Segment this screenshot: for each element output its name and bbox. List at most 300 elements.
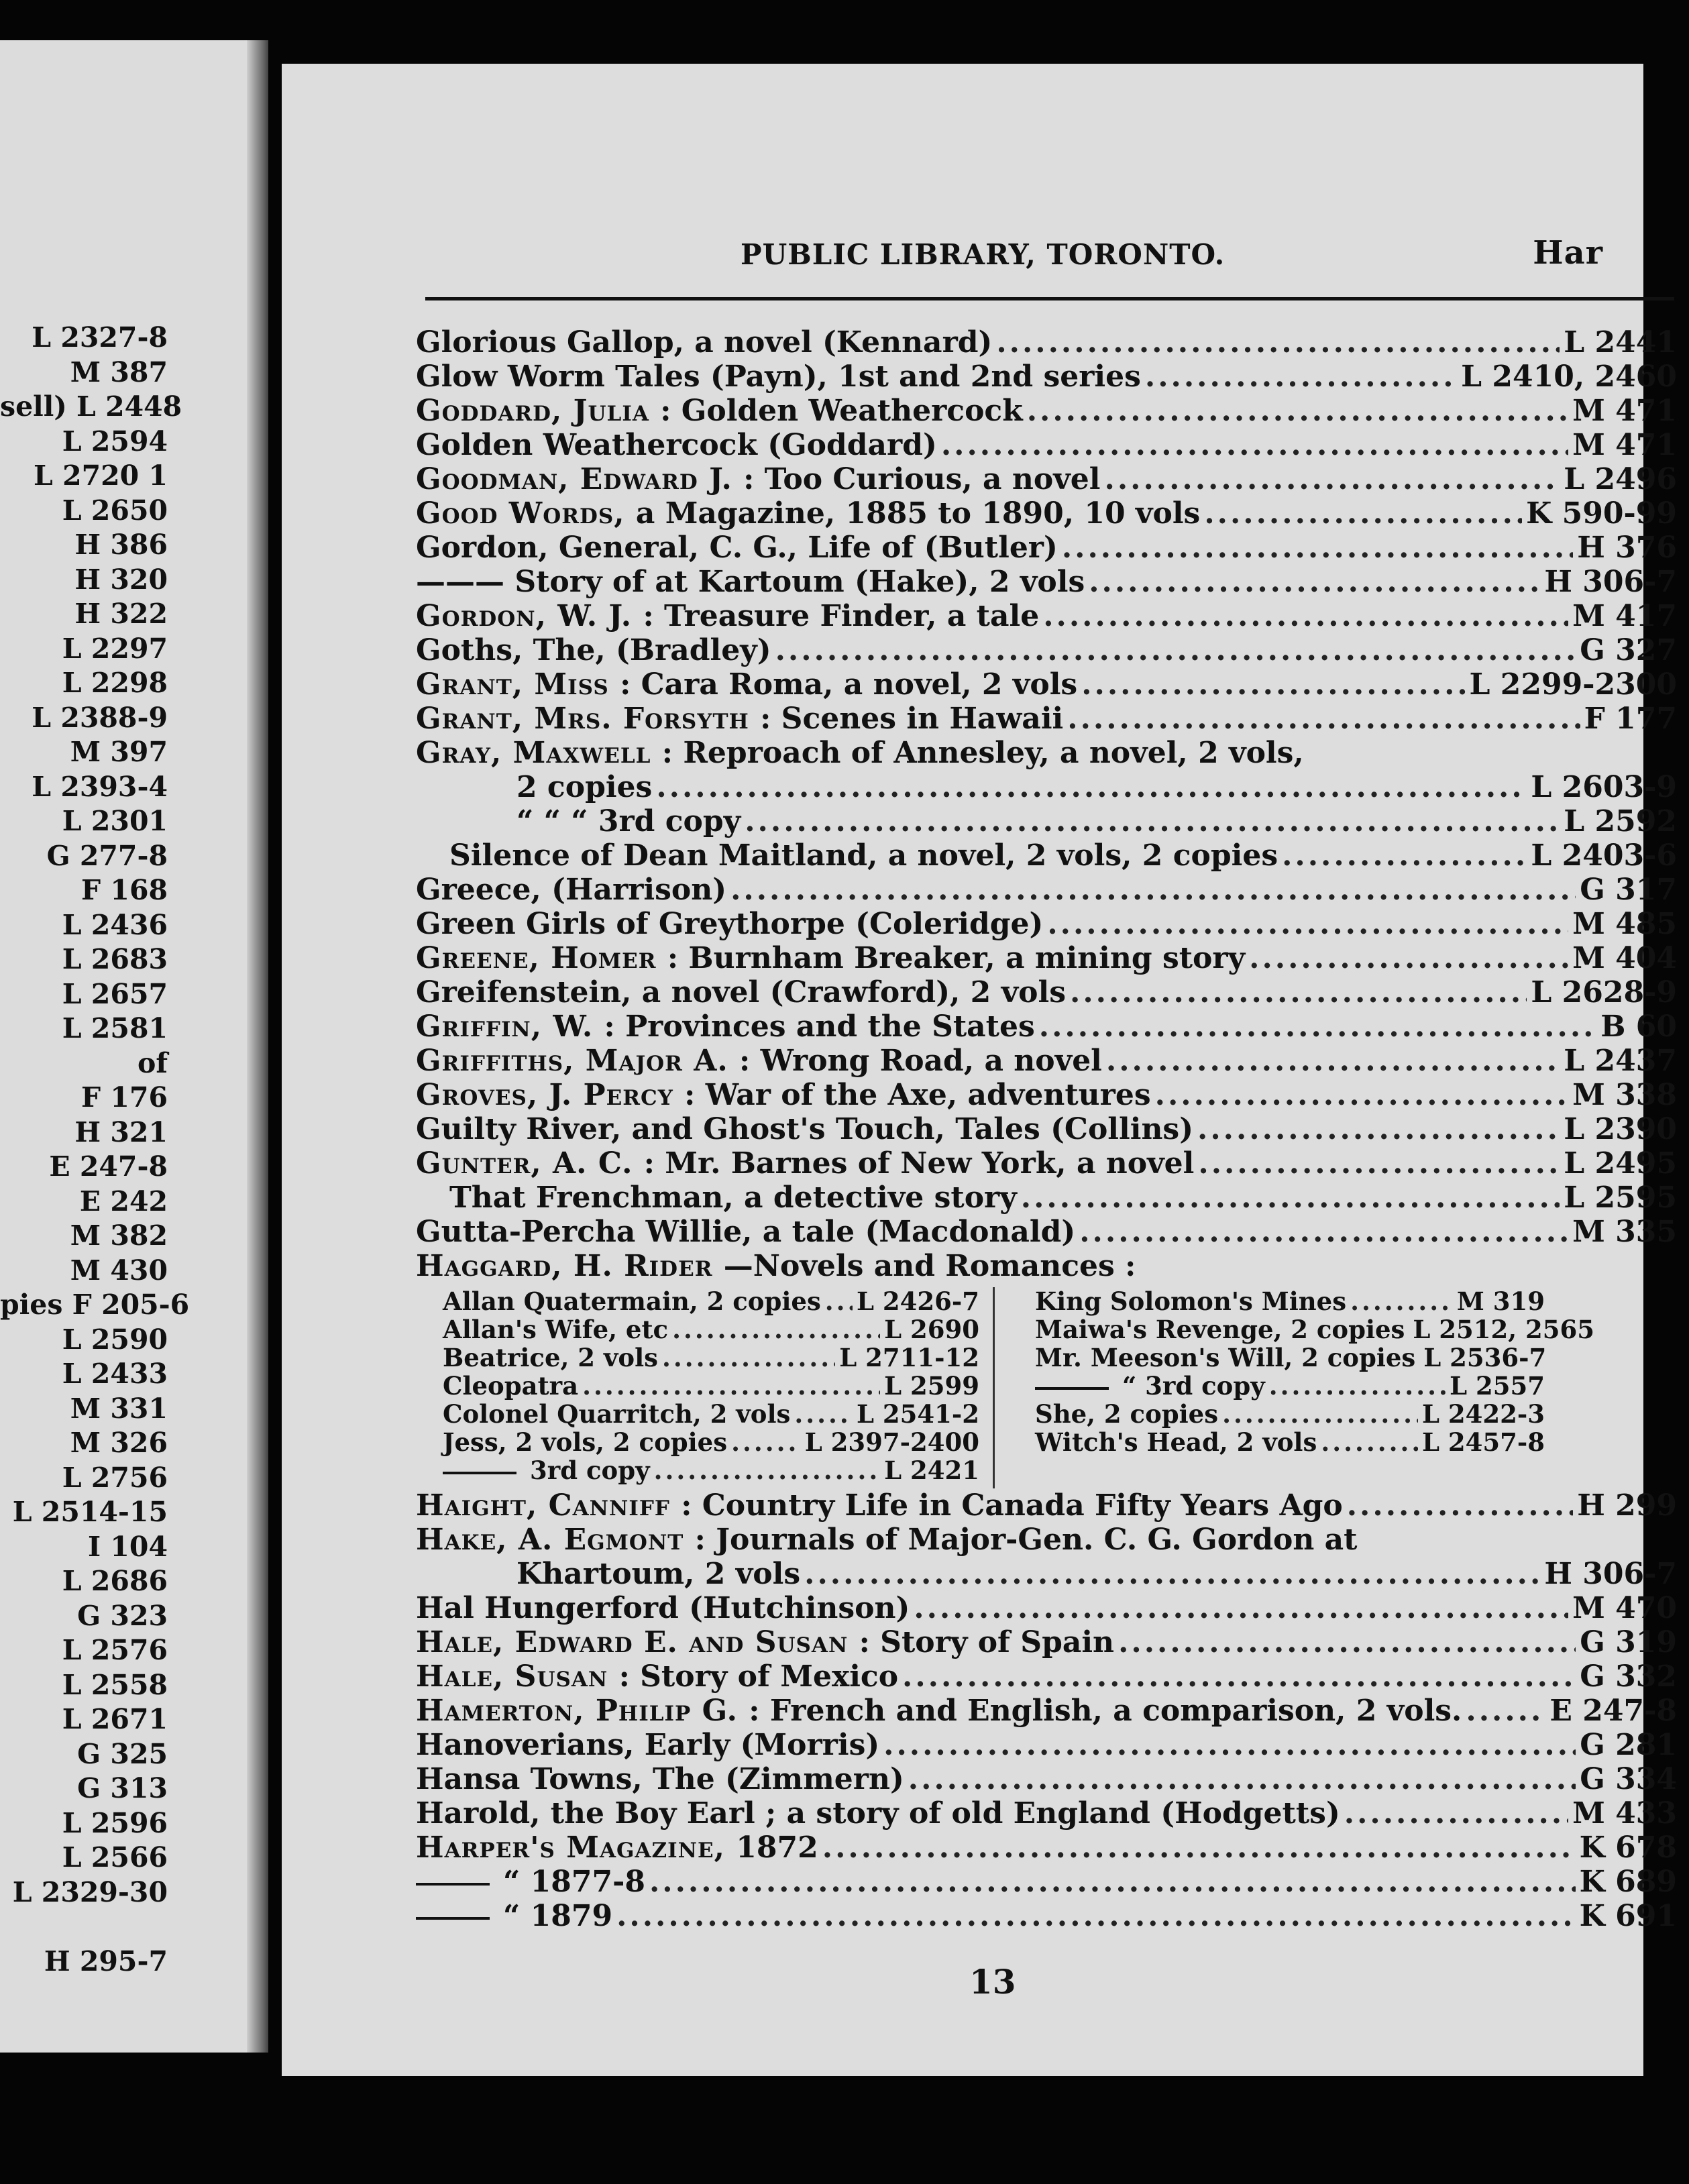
entry-text: : Story of Spain	[859, 1625, 1115, 1659]
catalogue-entry	[416, 394, 1677, 428]
leader-dots	[908, 1762, 1576, 1796]
entry-text: : Scenes in Hawaii	[760, 702, 1064, 736]
entry-text: King Solomon's Mines	[1035, 1287, 1347, 1316]
entry-title	[516, 804, 741, 838]
shelf-reference: L 2426-7	[857, 1287, 979, 1316]
entry-title	[416, 873, 726, 907]
catalogue-entries	[416, 325, 1677, 1933]
shelf-reference: L 2422-3	[1422, 1399, 1545, 1429]
entry-title	[416, 702, 1063, 736]
entry-author: Harper's Magazine,	[416, 1831, 737, 1865]
shelf-reference: L 2628-9	[1531, 975, 1677, 1009]
leader-dots	[883, 1728, 1576, 1762]
shelf-reference: M 335	[1572, 1215, 1677, 1249]
catalogue-entry	[1035, 1344, 1545, 1372]
left-index-entry: L 2576	[62, 1634, 168, 1666]
shelf-reference: L 2437	[1564, 1044, 1677, 1078]
entry-author: Gunter, A. C.	[416, 1146, 644, 1181]
left-index-entry: M 331	[70, 1392, 168, 1425]
shelf-reference: K 678	[1579, 1831, 1677, 1865]
left-index-entry: I 104	[87, 1530, 168, 1563]
catalogue-entry	[416, 1488, 1677, 1523]
left-index-entry: H 322	[74, 598, 168, 630]
left-index-entry: M 397	[70, 736, 168, 768]
shelf-reference: L 2397-2400	[804, 1427, 979, 1457]
entry-text: Gutta-Percha Willie, a tale (Macdonald)	[416, 1215, 1076, 1249]
leader-dots	[1062, 531, 1573, 565]
catalogue-entry	[416, 838, 1677, 873]
entry-title	[443, 1344, 658, 1372]
leader-dots	[1197, 1112, 1560, 1146]
catalogue-entry	[416, 770, 1677, 804]
entry-text: Glorious Gallop, a novel (Kennard)	[416, 325, 993, 360]
entry-text: : War of the Axe, adventures	[684, 1078, 1151, 1112]
entry-title	[416, 1009, 1035, 1044]
entry-text: Greifenstein, a novel (Crawford), 2 vols	[416, 975, 1066, 1009]
shelf-reference: M 404	[1572, 941, 1677, 975]
leader-dots	[1249, 941, 1568, 975]
entry-title	[416, 428, 937, 462]
shelf-reference: H 299	[1577, 1488, 1677, 1523]
haggard-right-column	[993, 1287, 1595, 1488]
entry-text: “ “ “ 3rd copy	[516, 804, 741, 838]
entry-text: Beatrice, 2 vols	[443, 1343, 658, 1372]
shelf-reference: M 417	[1572, 599, 1677, 633]
leader-dots	[1347, 1488, 1574, 1523]
catalogue-entry	[443, 1344, 979, 1372]
shelf-reference: M 471	[1572, 394, 1677, 428]
entry-title	[416, 1625, 1114, 1659]
shelf-reference: L 2299-2300	[1469, 667, 1677, 702]
entry-text: : French and English, a comparison, 2 vols.	[749, 1694, 1462, 1728]
leader-dots	[1027, 394, 1568, 428]
entry-title	[516, 1557, 800, 1591]
left-index-entry: L 2594	[62, 425, 168, 457]
left-index-entry: L 2650	[62, 494, 168, 527]
entry-author: Gordon, W. J.	[416, 599, 643, 633]
entry-title	[416, 1044, 1102, 1078]
left-index-entry: L 2388-9	[32, 701, 168, 734]
left-index-entry: L 2393-4	[32, 770, 168, 803]
left-index-entry: M 430	[70, 1254, 168, 1287]
shelf-reference: L 2595	[1564, 1181, 1677, 1215]
entry-title	[1035, 1372, 1265, 1400]
entry-author: Grant, Mrs. Forsyth	[416, 702, 761, 736]
shelf-reference: M 470	[1572, 1591, 1677, 1625]
left-index-entry: G 277-8	[46, 839, 168, 872]
left-index-entry: L 2327-8	[32, 321, 168, 353]
entry-text: “ 3rd copy	[1122, 1371, 1265, 1401]
left-index-entry: L 2566	[62, 1841, 168, 1873]
left-index-entry: L 2671	[62, 1703, 168, 1735]
catalogue-entry	[416, 599, 1677, 633]
left-index-column	[0, 321, 190, 1910]
leader-dots	[941, 428, 1568, 462]
catalogue-entry	[416, 462, 1677, 496]
catalogue-entry	[416, 1112, 1677, 1146]
entry-title	[416, 1831, 818, 1865]
entry-text: Mr. Meeson's Will, 2 copies	[1035, 1343, 1416, 1372]
leader-dots	[822, 1831, 1576, 1865]
leader-dots	[996, 325, 1560, 360]
entry-title	[443, 1287, 821, 1315]
entry-author: Hake, A. Egmont	[416, 1523, 695, 1557]
left-index-entry: L 2329-30	[12, 1875, 168, 1908]
entry-text: : Treasure Finder, a tale	[643, 599, 1040, 633]
shelf-reference: H 306-7	[1544, 1557, 1677, 1591]
entry-text: : Reproach of Annesley, a novel, 2 vols,	[661, 736, 1304, 770]
entry-text: 2 copies	[516, 770, 653, 804]
entry-title	[416, 1591, 910, 1625]
catalogue-entry	[416, 1523, 1677, 1557]
leader-dots	[730, 873, 1576, 907]
shelf-reference: F 177	[1584, 702, 1677, 736]
entry-text: ——— Story of at Kartoum (Hake), 2 vols	[416, 565, 1085, 599]
leader-dots	[745, 804, 1560, 838]
left-index-entry: H 320	[74, 563, 168, 596]
entry-title	[443, 1456, 650, 1484]
entry-text: Witch's Head, 2 vols	[1035, 1427, 1317, 1457]
entry-title	[1035, 1400, 1218, 1428]
leader-dots	[672, 1315, 880, 1344]
catalogue-entry	[416, 1728, 1677, 1762]
leader-dots	[649, 1865, 1576, 1899]
leader-dots	[656, 770, 1527, 804]
shelf-reference: L 2441	[1564, 325, 1677, 360]
leader-dots	[1105, 462, 1560, 496]
leader-dots	[1070, 975, 1527, 1009]
left-index-entry: L 2298	[62, 667, 168, 699]
entry-text: Gordon, General, C. G., Life of (Butler)	[416, 531, 1058, 565]
leader-dots	[1466, 1694, 1545, 1728]
entry-text: —Novels and Romances :	[723, 1249, 1136, 1283]
shelf-reference: G 319	[1580, 1625, 1677, 1659]
catalogue-entry	[416, 1762, 1677, 1796]
entry-title	[443, 1400, 790, 1428]
left-index-entry: L 2436	[62, 908, 168, 941]
catalogue-entry	[1035, 1428, 1545, 1456]
left-index-entry: G 313	[77, 1772, 168, 1804]
entry-author: Hale, Susan	[416, 1659, 619, 1694]
entry-text: That Frenchman, a detective story	[449, 1181, 1017, 1215]
leader-dots	[1269, 1372, 1446, 1400]
left-index-entry: of	[138, 1046, 168, 1079]
leader-dots	[902, 1659, 1576, 1694]
shelf-reference: B 60	[1600, 1009, 1677, 1044]
shelf-reference: G 327	[1580, 633, 1677, 667]
leader-dots	[825, 1287, 853, 1315]
entry-title	[416, 1523, 1357, 1557]
haggard-left-column	[416, 1287, 979, 1488]
entry-title	[416, 565, 1085, 599]
shelf-reference: L 2599	[884, 1371, 979, 1401]
entry-title	[416, 1249, 1136, 1283]
shelf-reference: L 2512, 2565	[1413, 1315, 1595, 1344]
entry-author: Goodman, Edward J.	[416, 462, 744, 496]
entry-author: Haggard, H. Rider	[416, 1249, 724, 1283]
catalogue-entry	[416, 941, 1677, 975]
ditto-dash	[416, 1883, 490, 1886]
entry-title	[416, 1762, 904, 1796]
leader-dots	[1047, 907, 1568, 941]
leader-dots	[1222, 1400, 1418, 1428]
leader-dots	[582, 1372, 880, 1400]
entry-text: “ 1877-8	[503, 1865, 645, 1899]
entry-text: a Magazine, 1885 to 1890, 10 vols	[635, 496, 1201, 531]
shelf-reference: L 2557	[1450, 1371, 1545, 1401]
entry-title	[416, 1728, 879, 1762]
catalogue-entry	[416, 873, 1677, 907]
entry-title	[1035, 1344, 1415, 1372]
entry-text: 1872	[736, 1831, 818, 1865]
entry-title	[443, 1428, 727, 1456]
left-index-entry: L 2590	[62, 1323, 168, 1356]
entry-title	[416, 1899, 612, 1933]
entry-title	[416, 462, 1101, 496]
entry-text: : Golden Weathercock	[660, 394, 1023, 428]
entry-text: Goths, The, (Bradley)	[416, 633, 771, 667]
leader-dots	[1106, 1044, 1560, 1078]
leader-dots	[1145, 360, 1457, 394]
leader-dots	[1198, 1146, 1560, 1181]
entry-title	[1035, 1315, 1405, 1344]
left-index-entry: L 2514-15	[12, 1496, 168, 1528]
entry-text: : Story of Mexico	[618, 1659, 899, 1694]
left-bottom-entry: H 295-7	[44, 1945, 168, 1977]
entry-text: : Wrong Road, a novel	[739, 1044, 1102, 1078]
entry-author: Griffiths, Major A.	[416, 1044, 740, 1078]
entry-title	[416, 1078, 1151, 1112]
entry-author: Grant, Miss	[416, 667, 620, 702]
entry-text: Silence of Dean Maitland, a novel, 2 vols, 2 copies	[449, 838, 1278, 873]
catalogue-entry	[416, 325, 1677, 360]
catalogue-entry	[416, 496, 1677, 531]
leader-dots	[1089, 565, 1540, 599]
left-index-entry: G 325	[77, 1737, 168, 1770]
leader-dots	[1067, 702, 1580, 736]
shelf-reference: M 471	[1572, 428, 1677, 462]
entry-text: Maiwa's Revenge, 2 copies	[1035, 1315, 1405, 1344]
entry-text: Hanoverians, Early (Morris)	[416, 1728, 880, 1762]
catalogue-entry	[416, 736, 1677, 770]
shelf-reference: L 2403-6	[1531, 838, 1677, 873]
entry-text: : Cara Roma, a novel, 2 vols	[620, 667, 1078, 702]
shelf-reference: M 433	[1572, 1796, 1677, 1831]
leader-dots	[1155, 1078, 1569, 1112]
left-index-entry: E 247-8	[49, 1150, 168, 1183]
entry-text: : Provinces and the States	[604, 1009, 1035, 1044]
left-index-entry: L 2657	[62, 977, 168, 1010]
leader-dots	[775, 633, 1576, 667]
shelf-reference: M 485	[1572, 907, 1677, 941]
catalogue-entry	[416, 1659, 1677, 1694]
entry-text: Greece, (Harrison)	[416, 873, 727, 907]
left-index-entry: M 382	[70, 1219, 168, 1252]
catalogue-entry	[416, 1557, 1677, 1591]
entry-title	[416, 1659, 898, 1694]
entry-author: Groves, J. Percy	[416, 1078, 685, 1112]
entry-title	[516, 770, 652, 804]
leader-dots	[1039, 1009, 1596, 1044]
catalogue-entry	[416, 1181, 1677, 1215]
entry-text: Jess, 2 vols, 2 copies	[443, 1427, 728, 1457]
left-page	[0, 40, 268, 2053]
entry-text: Cleopatra	[443, 1371, 579, 1401]
entry-author: Griffin, W.	[416, 1009, 604, 1044]
leader-dots	[662, 1344, 835, 1372]
shelf-reference: L 2410, 2460	[1461, 360, 1677, 394]
left-index-entry: M 387	[70, 356, 168, 388]
shelf-reference: M 319	[1456, 1287, 1545, 1316]
leader-dots	[654, 1456, 881, 1484]
shelf-reference: G 334	[1580, 1762, 1677, 1796]
catalogue-entry	[416, 1215, 1677, 1249]
entry-title	[416, 1865, 645, 1899]
left-index-entry: E 242	[79, 1185, 168, 1217]
entry-title	[416, 1488, 1343, 1523]
left-index-entry: G 323	[77, 1599, 168, 1632]
left-index-entry: L 2297	[62, 632, 168, 665]
leader-dots	[804, 1557, 1540, 1591]
entry-title	[449, 1181, 1017, 1215]
left-index-entry: H 386	[74, 529, 168, 561]
header-rule	[425, 297, 1674, 301]
entry-text: : Too Curious, a novel	[743, 462, 1101, 496]
left-index-entry: H 321	[74, 1115, 168, 1148]
catalogue-entry	[416, 1044, 1677, 1078]
left-index-entry: L 2686	[62, 1565, 168, 1597]
entry-title	[416, 599, 1039, 633]
catalogue-entry	[416, 1625, 1677, 1659]
leader-dots	[1118, 1625, 1576, 1659]
entry-title	[416, 941, 1245, 975]
catalogue-entry	[416, 1591, 1677, 1625]
catalogue-entry	[416, 1899, 1677, 1933]
entry-title	[416, 736, 1304, 770]
entry-text: Hal Hungerford (Hutchinson)	[416, 1591, 910, 1625]
entry-title	[416, 975, 1066, 1009]
entry-title	[449, 838, 1278, 873]
leader-dots	[1321, 1428, 1418, 1456]
left-index-entry: L 2433	[62, 1358, 168, 1390]
entry-text: Glow Worm Tales (Payn), 1st and 2nd series	[416, 360, 1141, 394]
leader-dots	[1350, 1287, 1453, 1315]
leader-dots	[1204, 496, 1522, 531]
leader-dots	[1043, 599, 1568, 633]
catalogue-entry	[416, 1865, 1677, 1899]
entry-text: Guilty River, and Ghost's Touch, Tales (Collins)	[416, 1112, 1194, 1146]
leader-dots	[914, 1591, 1568, 1625]
catalogue-entry	[1035, 1287, 1545, 1315]
page-number: 13	[969, 1962, 1016, 2002]
leader-dots	[731, 1428, 801, 1456]
shelf-reference: L 2457-8	[1422, 1427, 1545, 1457]
shelf-reference: L 2495	[1564, 1146, 1677, 1181]
left-index-entry: F 176	[81, 1081, 168, 1113]
entry-text: Khartoum, 2 vols	[516, 1557, 801, 1591]
catalogue-entry	[416, 804, 1677, 838]
entry-title	[416, 1146, 1194, 1181]
entry-text: Harold, the Boy Earl ; a story of old England (Hodgetts)	[416, 1796, 1340, 1831]
catalogue-entry	[443, 1400, 979, 1428]
shelf-reference: L 2592	[1564, 804, 1677, 838]
entry-author: Greene, Homer	[416, 941, 667, 975]
ditto-dash	[1035, 1387, 1109, 1390]
catalogue-entry	[416, 1694, 1677, 1728]
catalogue-entry	[443, 1287, 979, 1315]
shelf-reference: H 306-7	[1544, 565, 1677, 599]
catalogue-entry	[416, 667, 1677, 702]
entry-title	[416, 496, 1200, 531]
entry-author: Haight, Canniff	[416, 1488, 682, 1523]
entry-title	[416, 360, 1141, 394]
catalogue-page	[282, 64, 1677, 2076]
entry-author: Gray, Maxwell	[416, 736, 662, 770]
leader-dots	[1344, 1796, 1568, 1831]
leader-dots	[616, 1899, 1576, 1933]
ditto-dash	[443, 1472, 516, 1474]
entry-text: Allan's Wife, etc	[443, 1315, 669, 1344]
entry-text: She, 2 copies	[1035, 1399, 1219, 1429]
left-index-entry: L 2596	[62, 1806, 168, 1839]
shelf-reference: L 2690	[884, 1315, 979, 1344]
entry-title	[1035, 1287, 1346, 1315]
catalogue-entry	[1035, 1315, 1595, 1344]
entry-text: 3rd copy	[530, 1456, 650, 1485]
catalogue-entry	[416, 1146, 1677, 1181]
catalogue-entry	[416, 1796, 1677, 1831]
catalogue-entry	[443, 1456, 979, 1484]
haggard-subtable	[416, 1287, 1677, 1488]
running-header	[282, 234, 1603, 278]
leader-dots	[1079, 1215, 1568, 1249]
entry-text: “ 1879	[503, 1899, 613, 1933]
catalogue-entry	[416, 1831, 1677, 1865]
entry-title	[416, 1694, 1462, 1728]
shelf-reference: L 2390	[1564, 1112, 1677, 1146]
entry-text: : Burnham Breaker, a mining story	[667, 941, 1246, 975]
entry-text: : Country Life in Canada Fifty Years Ago	[681, 1488, 1343, 1523]
left-index-entry: M 326	[70, 1427, 168, 1459]
entry-author: Good Words,	[416, 496, 636, 531]
leader-dots	[794, 1400, 853, 1428]
left-index-entry: L 2756	[62, 1461, 168, 1494]
entry-author: Hale, Edward E. and Susan	[416, 1625, 859, 1659]
catalogue-entry	[416, 565, 1677, 599]
catalogue-entry	[416, 1249, 1677, 1283]
entry-title	[416, 1112, 1193, 1146]
entry-title	[1035, 1428, 1317, 1456]
entry-text: : Mr. Barnes of New York, a novel	[643, 1146, 1195, 1181]
left-index-entry: L 2558	[62, 1668, 168, 1701]
catalogue-entry	[443, 1315, 979, 1344]
entry-title	[416, 907, 1043, 941]
entry-title	[416, 394, 1023, 428]
entry-author: Hamerton, Philip G.	[416, 1694, 749, 1728]
entry-title	[416, 667, 1077, 702]
left-index-entry: L 2581	[62, 1012, 168, 1044]
left-index-entry: L 2683	[62, 943, 168, 975]
shelf-reference: L 2603-9	[1531, 770, 1677, 804]
catalogue-entry	[416, 907, 1677, 941]
left-index-entry: pies F 205-6	[0, 1289, 190, 1321]
catalogue-entry	[443, 1372, 979, 1400]
entry-text: Allan Quatermain, 2 copies	[443, 1287, 821, 1316]
catalogue-entry	[1035, 1400, 1545, 1428]
catalogue-entry	[416, 360, 1677, 394]
entry-title	[416, 1215, 1075, 1249]
shelf-reference: L 2421	[884, 1456, 979, 1485]
